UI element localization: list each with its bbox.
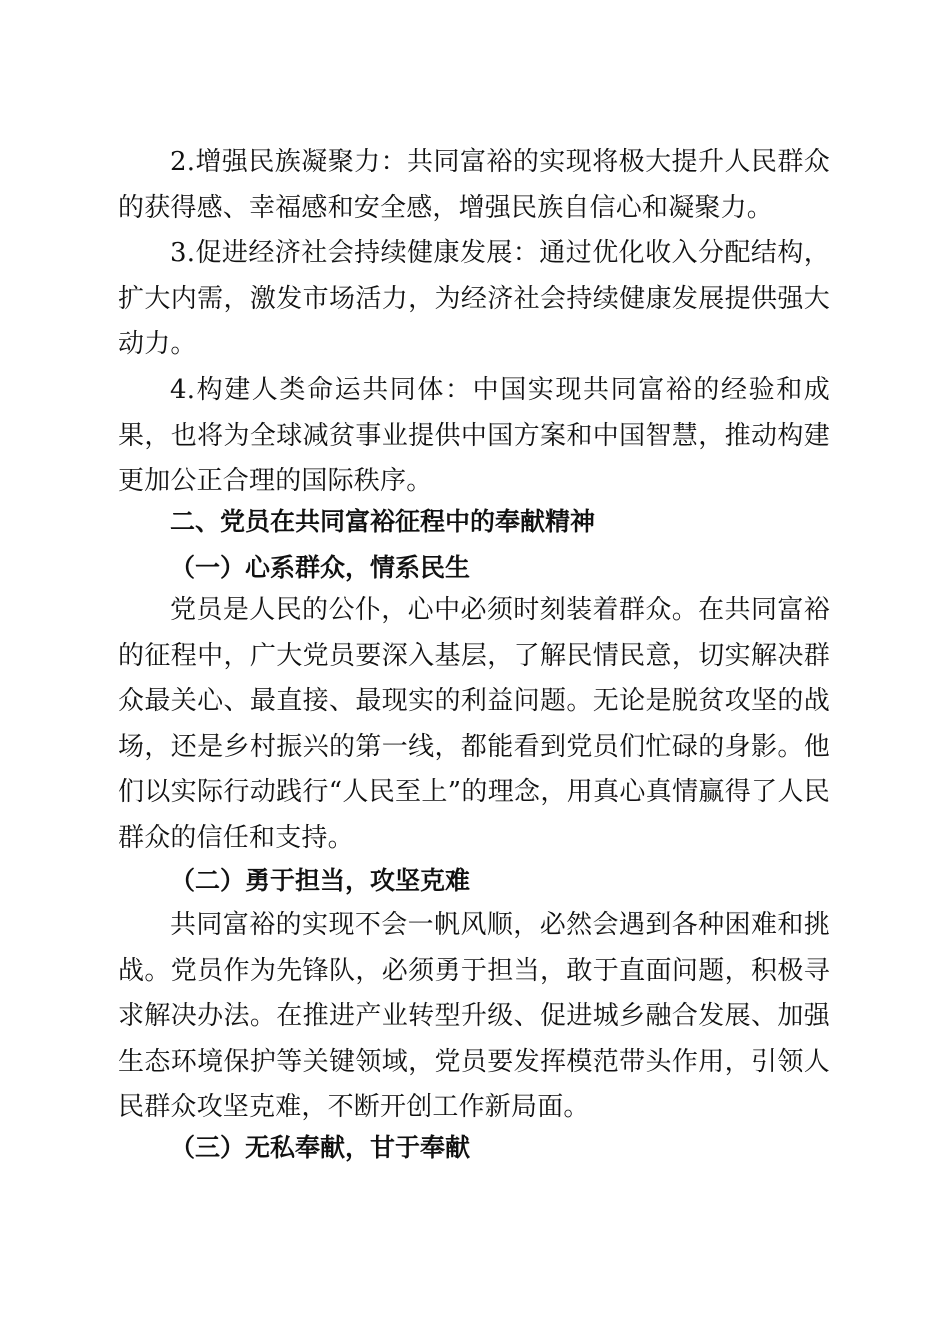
subheading-2: （二）勇于担当，攻坚克难 [170,866,471,895]
paragraph-take-responsibility: 共同富裕的实现不会一帆风顺，必然会遇到各种困难和挑战。党员作为先锋队，必须勇于担当，敢于直面问题，积极寻求解决办法。在推进产业转型升级、促进城乡融合发展、加强生态环境保护等关键领域，党员要发挥模范带头作用，引领人民群众攻坚克难，不断开创工作新局面。 [118,910,830,1122]
paragraph-serve-people: 党员是人民的公仆，心中必须时刻装着群众。在共同富裕的征程中，广大党员要深入基层，了解民情民意，切实解决群众最关心、最直接、最现实的利益问题。无论是脱贫攻坚的战场，还是乡村振兴的第一线，都能看到党员们忙碌的身影。他们以实际行动践行“人民至上”的理念，用真心真情赢得了人民群众的信任和支持。 [118,595,830,853]
paragraph-economic-development: 3.促进经济社会持续健康发展：通过优化收入分配结构，扩大内需，激发市场活力，为经济社会持续健康发展提供强大动力。 [118,238,830,359]
subheading-3: （三）无私奉献，甘于奉献 [170,1133,471,1162]
paragraph-national-cohesion: 2.增强民族凝聚力：共同富裕的实现将极大提升人民群众的获得感、幸福感和安全感，增强民族自信心和凝聚力。 [118,147,830,223]
subheading-1: （一）心系群众，情系民生 [170,553,471,582]
paragraph-shared-future: 4.构建人类命运共同体：中国实现共同富裕的经验和成果，也将为全球减贫事业提供中国方案和中国智慧，推动构建更加公正合理的国际秩序。 [118,375,830,496]
section-heading-2: 二、党员在共同富裕征程中的奉献精神 [170,507,596,536]
